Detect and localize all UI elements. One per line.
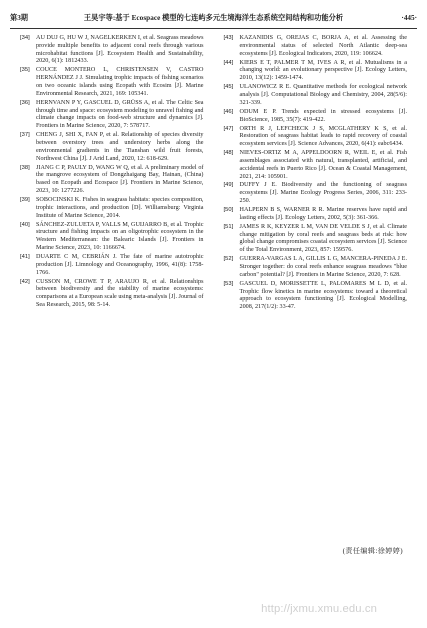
reference-number: [46] [223,108,234,115]
reference-text: HALPERN B S, WARNER R R. Marine reserves have rapid and lasting effects [J]. Ecology Letters, 2002, 5(3): 361-366. [239,207,407,221]
reference-number: [35] [20,67,30,74]
reference-number: [39] [20,196,30,203]
reference-number: [37] [20,132,30,139]
reference-entry [224,150,408,181]
reference-text: KIERS E T, PALMER T M, IVES A R, et al. Mutualisms in a changing world: an evolutionary perspective [J]. Ecology Letters, 2010, 13(12): 1459-1474. [239,59,407,82]
running-title: 王昊宇等:基于 Ecospace 模型的七连屿多元生境海洋生态系统空间结构和功能分析 [83,14,344,23]
reference-number: [45] [223,84,234,91]
reference-number: [47] [223,125,234,132]
reference-text: HERNVANN P Y, GASCUEL D, GRÜSS A, et al. The Celtic Sea through time and space: ecosystem modeling to unravel fishing and climate change impacts on food-web structure and dynamics [J]. Frontiers in Marine Science, 2020, 7: 578717. [36,99,204,130]
reference-number: [51] [223,223,234,230]
journal-url-watermark: http://jxmu.xmu.edu.cn [261,603,377,615]
reference-entry [224,207,408,223]
reference-entry [20,100,204,131]
reference-number: [53] [223,280,234,287]
reference-number: [50] [223,207,234,214]
reference-text: DUARTE C M, CEBRIÁN J. The fate of marine autotrophic production [J]. Limnology and Oceanography, 1996, 41(8): 1758-1766. [36,253,204,276]
responsible-editor-note: (责任编辑:徐婷婷) [342,547,403,555]
reference-entry [224,84,408,107]
header-divider [10,28,417,29]
reference-entry [20,165,204,196]
reference-text: SÁNCHEZ-ZULUETA P, VALLS M, GUIJARRO B, et al. Trophic structure and fishing impacts on an oligotrophic ecosystem in the Western Mediterranean: the Balearic Islands [J]. Frontiers in Marine Science, 2023, 10: 1166674. [36,221,204,251]
issue-label: 第3期 [10,14,28,23]
reference-text: JIANG C P, PAULY D, WANG W Q, et al. A preliminary model of the mangrove ecosystem of Dongzhaigang Bay, Hainan, (China) based on Ecopath and Ecospace [J]. Frontiers in Marine Science, 2023, 10: 1277226. [36,164,204,194]
reference-entry [224,35,408,58]
reference-entry [224,281,408,312]
references-left-column [20,35,204,313]
page-number: ·445· [401,14,417,23]
reference-text: ODUM E P. Trends expected in stressed ecosystems [J]. BioScience, 1985, 35(7): 419-422. [239,108,407,123]
reference-number: [49] [223,182,234,189]
reference-number: [36] [20,99,30,106]
reference-entry [224,109,408,125]
reference-text: JAMES R K, KEYZER L M, VAN DE VELDE S J, et al. Climate change mitigation by coral reefs and seagrass beds at risk: how global change compromises coastal ecosystem services [J]. Science of the Total Environment, 2023, 857: 159576. [239,223,407,254]
reference-text: GUERRA-VARGAS L A, GILLIS L G, MANCERA-PINEDA J E. Stronger together: do coral reefs enhance seagrass meadows "blue carbon" potential? [J]. Frontiers in Marine Science, 2020, 7: 628. [239,256,407,278]
reference-entry [20,222,204,253]
reference-text: ORTH R J, LEFCHECK J S, MCGLATHERY K S, et al. Restoration of seagrass habitat leads to rapid recovery of coastal ecosystem services [J]. Science Advances, 2020, 6(41): eabc6434. [239,125,407,148]
reference-entry [224,126,408,149]
reference-number: [38] [20,164,30,171]
reference-entry [20,35,204,66]
reference-number: [41] [20,253,30,260]
reference-entry [20,67,204,98]
reference-entry [224,224,408,255]
reference-text: DUFFY J E. Biodiversity and the functioning of seagrass ecosystems [J]. Marine Ecology Progress Series, 2006, 311: 233-250. [239,182,407,205]
reference-text: COUCE MONTERO L, CHRISTENSEN V, CASTRO HERNÁNDEZ J J. Simulating trophic impacts of fishing scenarios on two oceanic islands using Ecopath with Ecosim [J]. Marine Environmental Research, 2021, 169: 105341. [36,67,204,97]
reference-entry [20,132,204,163]
references-section [20,35,407,313]
reference-number: [44] [223,59,234,66]
running-header [10,11,417,27]
references-right-column [224,35,408,313]
reference-entry [20,197,204,220]
reference-text: ULANOWICZ R E. Quantitative methods for ecological network analysis [J]. Computational Biology and Chemistry, 2004, 28(5/6): 321-339. [239,84,407,106]
reference-text: CHENG J, SHI X, FAN P, et al. Relationship of species diversity between overstory trees and understory herbs along the environmental gradients in the Tianshan wild fruit forests, Northwest China [J]. J Arid Land, 2020, 12: 618-629. [36,132,204,162]
reference-text: NIEVES-ORTIZ M A, APPELDOORN R, WEIL E, et al. Fish assemblages associated with natural, transplanted, artificial, and accidental reefs in Puerto Rico [J]. Ocean & Coastal Management, 2021, 214: 105901. [239,150,407,180]
reference-text: KAZANIDIS G, OREJAS C, BORJA A, et al. Assessing the environmental status of selected North Atlantic deep-sea ecosystems [J]. Ecological Indicators, 2020, 119: 106624. [239,35,407,57]
reference-number: [48] [223,150,234,157]
reference-entry [224,182,408,205]
reference-entry [20,279,204,310]
reference-entry [224,60,408,83]
reference-number: [42] [20,278,30,285]
reference-number: [43] [223,35,234,41]
reference-text: GASCUEL D, MORISSETTE L, PALOMARES M L D, et al. Trophic flow kinetics in marine ecosystems: toward a theoretical approach to ecosystem functioning [J]. Ecological Modelling, 2008, 217(1/2): 33-47. [239,280,407,311]
reference-text: SOBOCINSKI K. Fishes in seagrass habitats: species composition, trophic interactions, and production [D]. Williamsburg: Virginia Institute of Marine Science, 2014. [36,196,204,219]
reference-text: AU DUJ G, HU W J, NAGELKERKEN I, et al. Seagrass meadows provide multiple benefits to adjacent coral reefs through various microhabitat functions [J]. Ecosystem Health and Sustainability, 2020, 6(1): 1812433. [36,35,204,65]
reference-entry [224,256,408,279]
reference-number: [40] [20,221,30,228]
reference-number: [34] [20,35,30,41]
reference-text: CUSSON M, CROWE T P, ARAUJO R, et al. Relationships between biodiversity and the stability of marine ecosystems: comparisons at a European scale using meta-analysis [J]. Journal of Sea Research, 2015, 98: 5-14. [36,278,204,308]
reference-number: [52] [223,256,234,263]
reference-entry [20,254,204,277]
